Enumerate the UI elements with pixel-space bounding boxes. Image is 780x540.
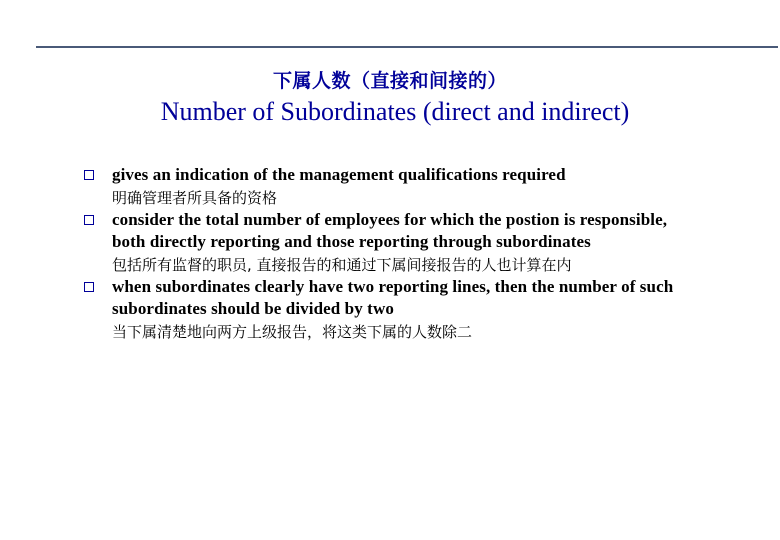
bullet-text-english: gives an indication of the management qualifications required bbox=[112, 165, 566, 184]
header-divider bbox=[36, 46, 778, 48]
square-bullet-icon bbox=[84, 282, 94, 292]
slide-title-english: Number of Subordinates (direct and indirect) bbox=[160, 97, 630, 126]
square-bullet-icon bbox=[84, 215, 94, 225]
square-bullet-icon bbox=[84, 170, 94, 180]
bullet-text-english: when subordinates clearly have two reporting lines, then the number of such subordinates should be divided by two bbox=[112, 277, 674, 318]
slide-title-chinese: 下属人数（直接和间接的） bbox=[272, 70, 507, 92]
bullet-text-chinese: 明确管理者所具备的资格 bbox=[112, 189, 278, 207]
bullet-text-chinese: 包括所有监督的职员, 直接报告的和通过下属间接报告的人也计算在内 bbox=[112, 256, 572, 274]
bullet-item-total-employees bbox=[84, 209, 684, 276]
bullet-list bbox=[84, 164, 684, 343]
bullet-item-two-reporting-lines bbox=[84, 276, 684, 343]
bullet-text-english: consider the total number of employees for which the postion is responsible, both directly reporting and those reporting through subordinates bbox=[112, 210, 668, 251]
bullet-item-management-qualifications bbox=[84, 164, 684, 209]
bullet-text-chinese: 当下属清楚地向两方上级报告，将这类下属的人数除二 bbox=[112, 323, 473, 341]
